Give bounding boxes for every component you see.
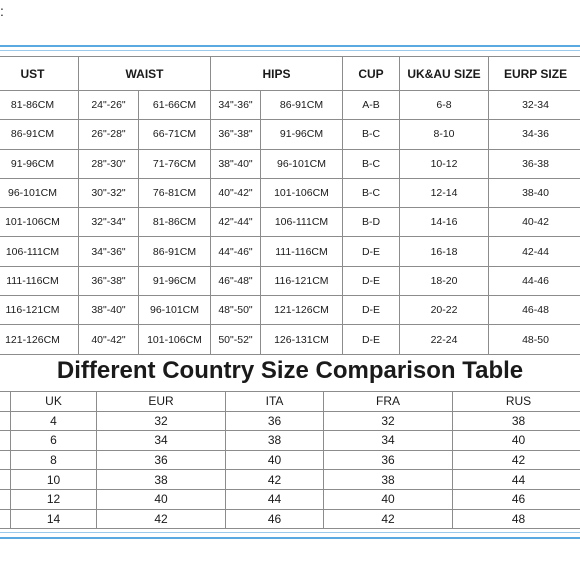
size-cell: 86-91CM	[0, 120, 79, 149]
size-cell: 10-12	[400, 149, 489, 178]
size-cell: 81-86CM	[0, 91, 79, 120]
size-cell: 44"-46"	[211, 237, 261, 266]
comparison-cell: 34	[324, 431, 453, 451]
size-cell: 36"-38"	[211, 120, 261, 149]
size-cell: 106-111CM	[0, 237, 79, 266]
size-cell: 18-20	[400, 266, 489, 295]
size-cell: 91-96CM	[139, 266, 211, 295]
comparison-cell: 40	[226, 450, 324, 470]
comparison-cell: 32	[324, 411, 453, 431]
comparison-cell: 12	[11, 489, 97, 509]
comparison-table-row	[0, 489, 580, 509]
comparison-table-row	[0, 509, 580, 529]
size-cell: D-E	[343, 266, 400, 295]
size-chart-table	[0, 56, 580, 355]
size-table-row	[0, 178, 580, 207]
size-cell: B-C	[343, 120, 400, 149]
size-cell: 91-96CM	[261, 120, 343, 149]
comparison-header-cell: EUR	[97, 392, 226, 412]
size-cell: 40-42	[489, 208, 580, 237]
comparison-header-cell: ITA	[226, 392, 324, 412]
size-cell: D-E	[343, 237, 400, 266]
size-cell: 34"-36"	[211, 91, 261, 120]
size-cell: 126-131CM	[261, 325, 343, 354]
comparison-cut-cell	[0, 411, 11, 431]
comparison-cell: 40	[97, 489, 226, 509]
comparison-cut-cell	[0, 509, 11, 529]
size-cell: 48-50	[489, 325, 580, 354]
size-cell: 42-44	[489, 237, 580, 266]
comparison-cell: 38	[226, 431, 324, 451]
comparison-cell: 36	[97, 450, 226, 470]
size-cell: 116-121CM	[0, 296, 79, 325]
comparison-cell: 42	[453, 450, 580, 470]
comparison-cell: 38	[324, 470, 453, 490]
size-cell: 16-18	[400, 237, 489, 266]
size-cell: 20-22	[400, 296, 489, 325]
size-cell: 121-126CM	[0, 325, 79, 354]
size-header-cell: EURP SIZE	[489, 57, 580, 91]
bottom-frame-line	[0, 537, 580, 539]
size-cell: 32-34	[489, 91, 580, 120]
size-cell: 86-91CM	[261, 91, 343, 120]
size-cell: 34"-36"	[79, 237, 139, 266]
comparison-cell: 6	[11, 431, 97, 451]
comparison-cell: 48	[453, 509, 580, 529]
comparison-cell: 40	[324, 489, 453, 509]
top-frame-line-inner	[0, 50, 580, 51]
size-cell: 14-16	[400, 208, 489, 237]
size-header-cell: UK&AU SIZE	[400, 57, 489, 91]
size-cell: 34-36	[489, 120, 580, 149]
size-cell: 38"-40"	[211, 149, 261, 178]
size-cell: 22-24	[400, 325, 489, 354]
size-cell: A-B	[343, 91, 400, 120]
comparison-table-row	[0, 450, 580, 470]
size-cell: 48"-50"	[211, 296, 261, 325]
size-cell: 24"-26"	[79, 91, 139, 120]
size-cell: 111-116CM	[261, 237, 343, 266]
size-cell: 96-101CM	[0, 178, 79, 207]
corner-text: :	[0, 3, 4, 19]
size-header-row	[0, 57, 580, 91]
size-cell: 81-86CM	[139, 208, 211, 237]
size-cell: 40"-42"	[211, 178, 261, 207]
bottom-frame-line-inner	[0, 532, 580, 533]
size-table-row	[0, 208, 580, 237]
size-cell: 28"-30"	[79, 149, 139, 178]
size-cell: 38-40	[489, 178, 580, 207]
size-cell: B-C	[343, 149, 400, 178]
comparison-cell: 42	[97, 509, 226, 529]
comparison-cell: 46	[226, 509, 324, 529]
size-cell: 96-101CM	[139, 296, 211, 325]
top-frame-line	[0, 45, 580, 47]
size-cell: D-E	[343, 325, 400, 354]
comparison-header-cell: UK	[11, 392, 97, 412]
comparison-table-row	[0, 470, 580, 490]
size-cell: 66-71CM	[139, 120, 211, 149]
comparison-header-row	[0, 392, 580, 412]
size-table-row	[0, 237, 580, 266]
size-cell: 44-46	[489, 266, 580, 295]
comparison-cell: 4	[11, 411, 97, 431]
size-header-cell: WAIST	[79, 57, 211, 91]
comparison-table-row	[0, 431, 580, 451]
size-cell: 26"-28"	[79, 120, 139, 149]
size-cell: 91-96CM	[0, 149, 79, 178]
size-cell: 106-111CM	[261, 208, 343, 237]
size-table-row	[0, 325, 580, 354]
comparison-header-cell: FRA	[324, 392, 453, 412]
comparison-cell: 42	[226, 470, 324, 490]
comparison-cell: 44	[226, 489, 324, 509]
size-cell: 50"-52"	[211, 325, 261, 354]
comparison-cell: 8	[11, 450, 97, 470]
comparison-cut-cell	[0, 450, 11, 470]
size-cell: 8-10	[400, 120, 489, 149]
size-cell: 42"-44"	[211, 208, 261, 237]
size-cell: 46"-48"	[211, 266, 261, 295]
comparison-cell: 40	[453, 431, 580, 451]
size-table-row	[0, 266, 580, 295]
size-cell: 40"-42"	[79, 325, 139, 354]
size-cell: 38"-40"	[79, 296, 139, 325]
comparison-cut-cell	[0, 470, 11, 490]
size-cell: D-E	[343, 296, 400, 325]
size-table-row	[0, 296, 580, 325]
size-header-cell: UST	[0, 57, 79, 91]
size-cell: 36-38	[489, 149, 580, 178]
comparison-cell: 34	[97, 431, 226, 451]
size-cell: B-C	[343, 178, 400, 207]
size-cell: 32"-34"	[79, 208, 139, 237]
comparison-cell: 42	[324, 509, 453, 529]
size-cell: 116-121CM	[261, 266, 343, 295]
size-cell: 86-91CM	[139, 237, 211, 266]
size-cell: 111-116CM	[0, 266, 79, 295]
comparison-cell: 32	[97, 411, 226, 431]
size-cell: 12-14	[400, 178, 489, 207]
size-header-cell: HIPS	[211, 57, 343, 91]
comparison-cell: 10	[11, 470, 97, 490]
size-cell: 30"-32"	[79, 178, 139, 207]
comparison-cell: 46	[453, 489, 580, 509]
size-cell: 6-8	[400, 91, 489, 120]
size-cell: B-D	[343, 208, 400, 237]
country-comparison-table	[0, 391, 580, 529]
size-cell: 101-106CM	[0, 208, 79, 237]
comparison-cut-cell	[0, 392, 11, 412]
size-table-row	[0, 91, 580, 120]
comparison-title: Different Country Size Comparison Table	[56, 357, 524, 384]
comparison-cell: 14	[11, 509, 97, 529]
comparison-cell: 36	[324, 450, 453, 470]
size-cell: 71-76CM	[139, 149, 211, 178]
size-cell: 101-106CM	[261, 178, 343, 207]
comparison-cut-cell	[0, 489, 11, 509]
size-table-row	[0, 149, 580, 178]
size-cell: 76-81CM	[139, 178, 211, 207]
comparison-header-cell: RUS	[453, 392, 580, 412]
size-cell: 101-106CM	[139, 325, 211, 354]
size-cell: 36"-38"	[79, 266, 139, 295]
comparison-cell: 36	[226, 411, 324, 431]
comparison-cell: 38	[453, 411, 580, 431]
size-table-row	[0, 120, 580, 149]
size-cell: 121-126CM	[261, 296, 343, 325]
comparison-table-row	[0, 411, 580, 431]
comparison-cut-cell	[0, 431, 11, 451]
size-header-cell: CUP	[343, 57, 400, 91]
comparison-cell: 44	[453, 470, 580, 490]
comparison-cell: 38	[97, 470, 226, 490]
size-cell: 46-48	[489, 296, 580, 325]
size-cell: 96-101CM	[261, 149, 343, 178]
size-cell: 61-66CM	[139, 91, 211, 120]
